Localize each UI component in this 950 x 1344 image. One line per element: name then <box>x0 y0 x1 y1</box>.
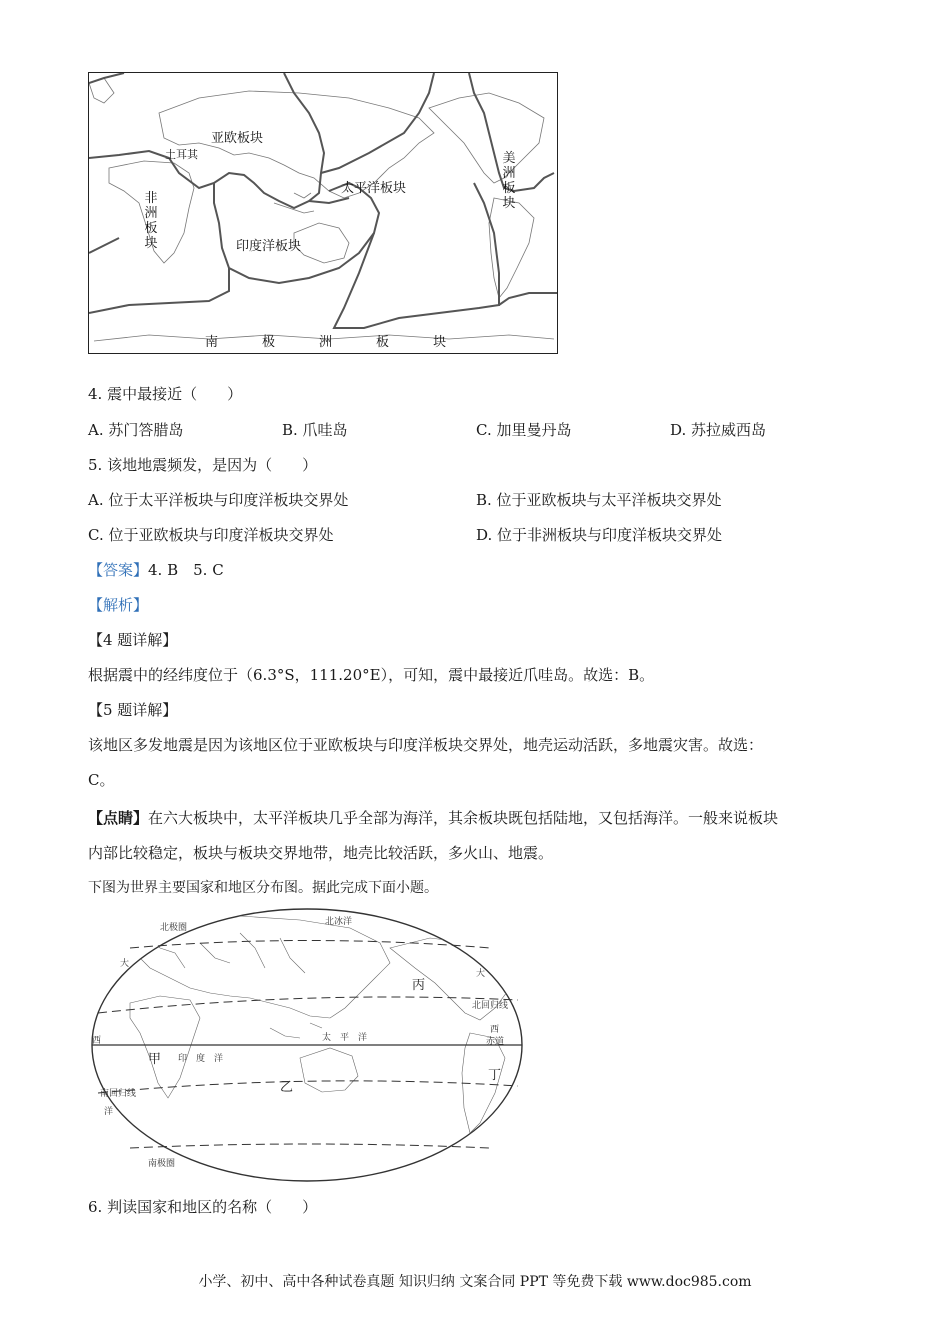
tip-text2: 内部比较稳定，板块与板块交界地带，地壳比较活跃，多火山、地震。 <box>88 844 554 862</box>
q5-option-d: D. 位于非洲板块与印度洋板块交界处 <box>476 526 723 544</box>
footer-text: 小学、初中、高中各种试卷真题 知识归纳 文案合同 PPT 等免费下载 www.doc985.com <box>198 1274 752 1290</box>
label-antarctic-char-5: 块 <box>433 335 447 350</box>
label-west-left: 西 <box>92 1036 102 1046</box>
label-antarctic-char-2: 极 <box>262 335 276 350</box>
q5-stem: 5. 该地地震频发，是因为（ ） <box>88 456 318 474</box>
label-tropic-capricorn: 南回归线 <box>100 1089 137 1099</box>
q4-option-d: D. 苏拉威西岛 <box>670 421 767 439</box>
label-african-char-3: 板 <box>144 221 158 236</box>
q5-option-a: A. 位于太平洋板块与印度洋板块交界处 <box>88 491 349 509</box>
label-tropic-cancer: 北回归线 <box>472 1001 509 1011</box>
detail5-title: 【5 题详解】 <box>88 701 178 719</box>
detail4-title: 【4 题详解】 <box>88 631 178 649</box>
label-yang: 洋 <box>104 1107 114 1117</box>
label-indian-ocean: 印 度 洋 <box>178 1054 224 1064</box>
label-american-plate <box>502 151 516 211</box>
label-african-plate <box>144 191 158 251</box>
analysis-tag: 【解析】 <box>88 596 149 614</box>
world-map-drawing <box>90 908 524 1183</box>
label-bing: 丙 <box>412 978 426 993</box>
q6-stem: 6. 判读国家和地区的名称（ ） <box>88 1198 318 1216</box>
label-eurasian-plate: 亚欧板块 <box>211 131 264 146</box>
label-antarctic-char-4: 板 <box>376 335 390 350</box>
label-indian-plate: 印度洋板块 <box>236 239 302 254</box>
label-antarctic-char-1: 南 <box>205 335 219 350</box>
answer-line <box>88 560 224 580</box>
world-map <box>90 908 524 1183</box>
q4-option-b: B. 爪哇岛 <box>282 421 348 439</box>
plate-map <box>88 72 558 354</box>
label-turkey: 土耳其 <box>165 148 198 161</box>
label-ding: 丁 <box>488 1068 502 1083</box>
tip-tag: 【点睛】 <box>88 809 149 827</box>
detail5-text-line1: 该地区多发地震是因为该地区位于亚欧板块与印度洋板块交界处，地壳运动活跃，多地震灾害。故选： <box>88 736 764 754</box>
plate-map-drawing <box>89 73 557 353</box>
label-african-char-4: 块 <box>144 236 158 251</box>
tip-text1: 在六大板块中，太平洋板块几乎全部为海洋，其余板块既包括陆地，又包括海洋。一般来说板块 <box>148 809 779 827</box>
q4-stem: 4. 震中最接近（ ） <box>88 385 243 403</box>
label-pacific-ocean: 太 平 洋 <box>322 1033 368 1043</box>
label-african-char-2: 洲 <box>144 206 158 221</box>
answer-text: 4. B 5. C <box>148 561 224 579</box>
q5-option-b: B. 位于亚欧板块与太平洋板块交界处 <box>476 491 722 509</box>
detail5-text-line2: C。 <box>88 771 115 789</box>
label-west-right: 西 <box>490 1025 500 1035</box>
label-african-char-1: 非 <box>144 191 158 206</box>
q5-option-c: C. 位于亚欧板块与印度洋板块交界处 <box>88 526 334 544</box>
label-antarctic-char-3: 洲 <box>319 335 333 350</box>
detail4-text: 根据震中的经纬度位于（6.3°S，111.20°E），可知，震中最接近爪哇岛。故选：B。 <box>88 666 655 684</box>
answer-tag: 【答案】 <box>88 561 149 579</box>
label-da-right: 大 <box>476 969 486 979</box>
label-pacific-plate: 太平洋板块 <box>341 181 407 196</box>
q4-option-c: C. 加里曼丹岛 <box>476 421 572 439</box>
label-american-char-1: 美 <box>502 151 516 166</box>
label-yi: 乙 <box>280 1080 294 1095</box>
label-arctic-ocean: 北冰洋 <box>325 917 353 927</box>
label-arctic-circle: 北极圈 <box>160 923 188 933</box>
tip-line1 <box>88 808 778 828</box>
intro-text: 下图为世界主要国家和地区分布图。据此完成下面小题。 <box>88 880 438 896</box>
label-american-char-2: 洲 <box>502 166 516 181</box>
label-da-left: 大 <box>120 959 130 969</box>
label-jia: 甲 <box>148 1052 162 1067</box>
label-antarctic-plate <box>205 331 446 350</box>
label-antarctic-circle: 南极圈 <box>148 1159 176 1169</box>
label-american-char-4: 块 <box>502 196 516 211</box>
label-equator: 赤道 <box>486 1037 505 1047</box>
label-american-char-3: 板 <box>502 181 516 196</box>
q4-option-a: A. 苏门答腊岛 <box>88 421 184 439</box>
